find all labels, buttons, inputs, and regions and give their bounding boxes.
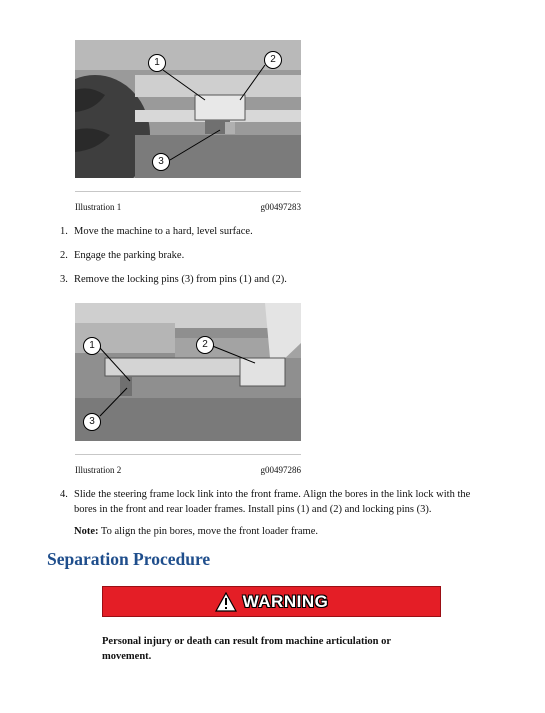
note xyxy=(74,524,494,539)
figure-1-code: g00497283 xyxy=(260,202,301,212)
callout-2: 2 xyxy=(196,336,214,354)
callout-3: 3 xyxy=(152,153,170,171)
warning-banner-text: WARNING xyxy=(242,591,329,611)
figure-1-label: Illustration 1 xyxy=(75,202,122,212)
callout-3: 3 xyxy=(83,413,101,431)
step-text: Engage the parking brake. xyxy=(74,250,185,261)
figure-2-code: g00497286 xyxy=(260,465,301,475)
note-text: To align the pin bores, move the front loader frame. xyxy=(98,526,319,537)
callout-1: 1 xyxy=(148,54,166,72)
warning-banner xyxy=(102,586,441,617)
step-text: Slide the steering frame lock link into the front frame. Align the bores in the link lock with the bores in the front and rear loader frames. Install pins (1) and (2) and locking pins (3). xyxy=(74,489,471,515)
step-number: 4. xyxy=(60,489,68,500)
section-heading: Separation Procedure xyxy=(47,549,211,569)
warning-message: Personal injury or death can result from machine articulation or movement. xyxy=(102,636,391,662)
step-number: 3. xyxy=(60,274,68,285)
step-number: 1. xyxy=(60,226,68,237)
warning-triangle-icon xyxy=(215,592,237,612)
step-text: Move the machine to a hard, level surface. xyxy=(74,226,253,237)
callout-1: 1 xyxy=(83,337,101,355)
step-text: Remove the locking pins (3) from pins (1) and (2). xyxy=(74,274,287,285)
step-number: 2. xyxy=(60,250,68,261)
figure-2-divider xyxy=(75,454,301,455)
figure-2-label: Illustration 2 xyxy=(75,465,122,475)
illustration-1-photo xyxy=(75,40,301,178)
note-label: Note: xyxy=(74,526,99,537)
illustration-2-photo xyxy=(75,303,301,441)
callout-2: 2 xyxy=(264,51,282,69)
figure-1-divider xyxy=(75,191,301,192)
